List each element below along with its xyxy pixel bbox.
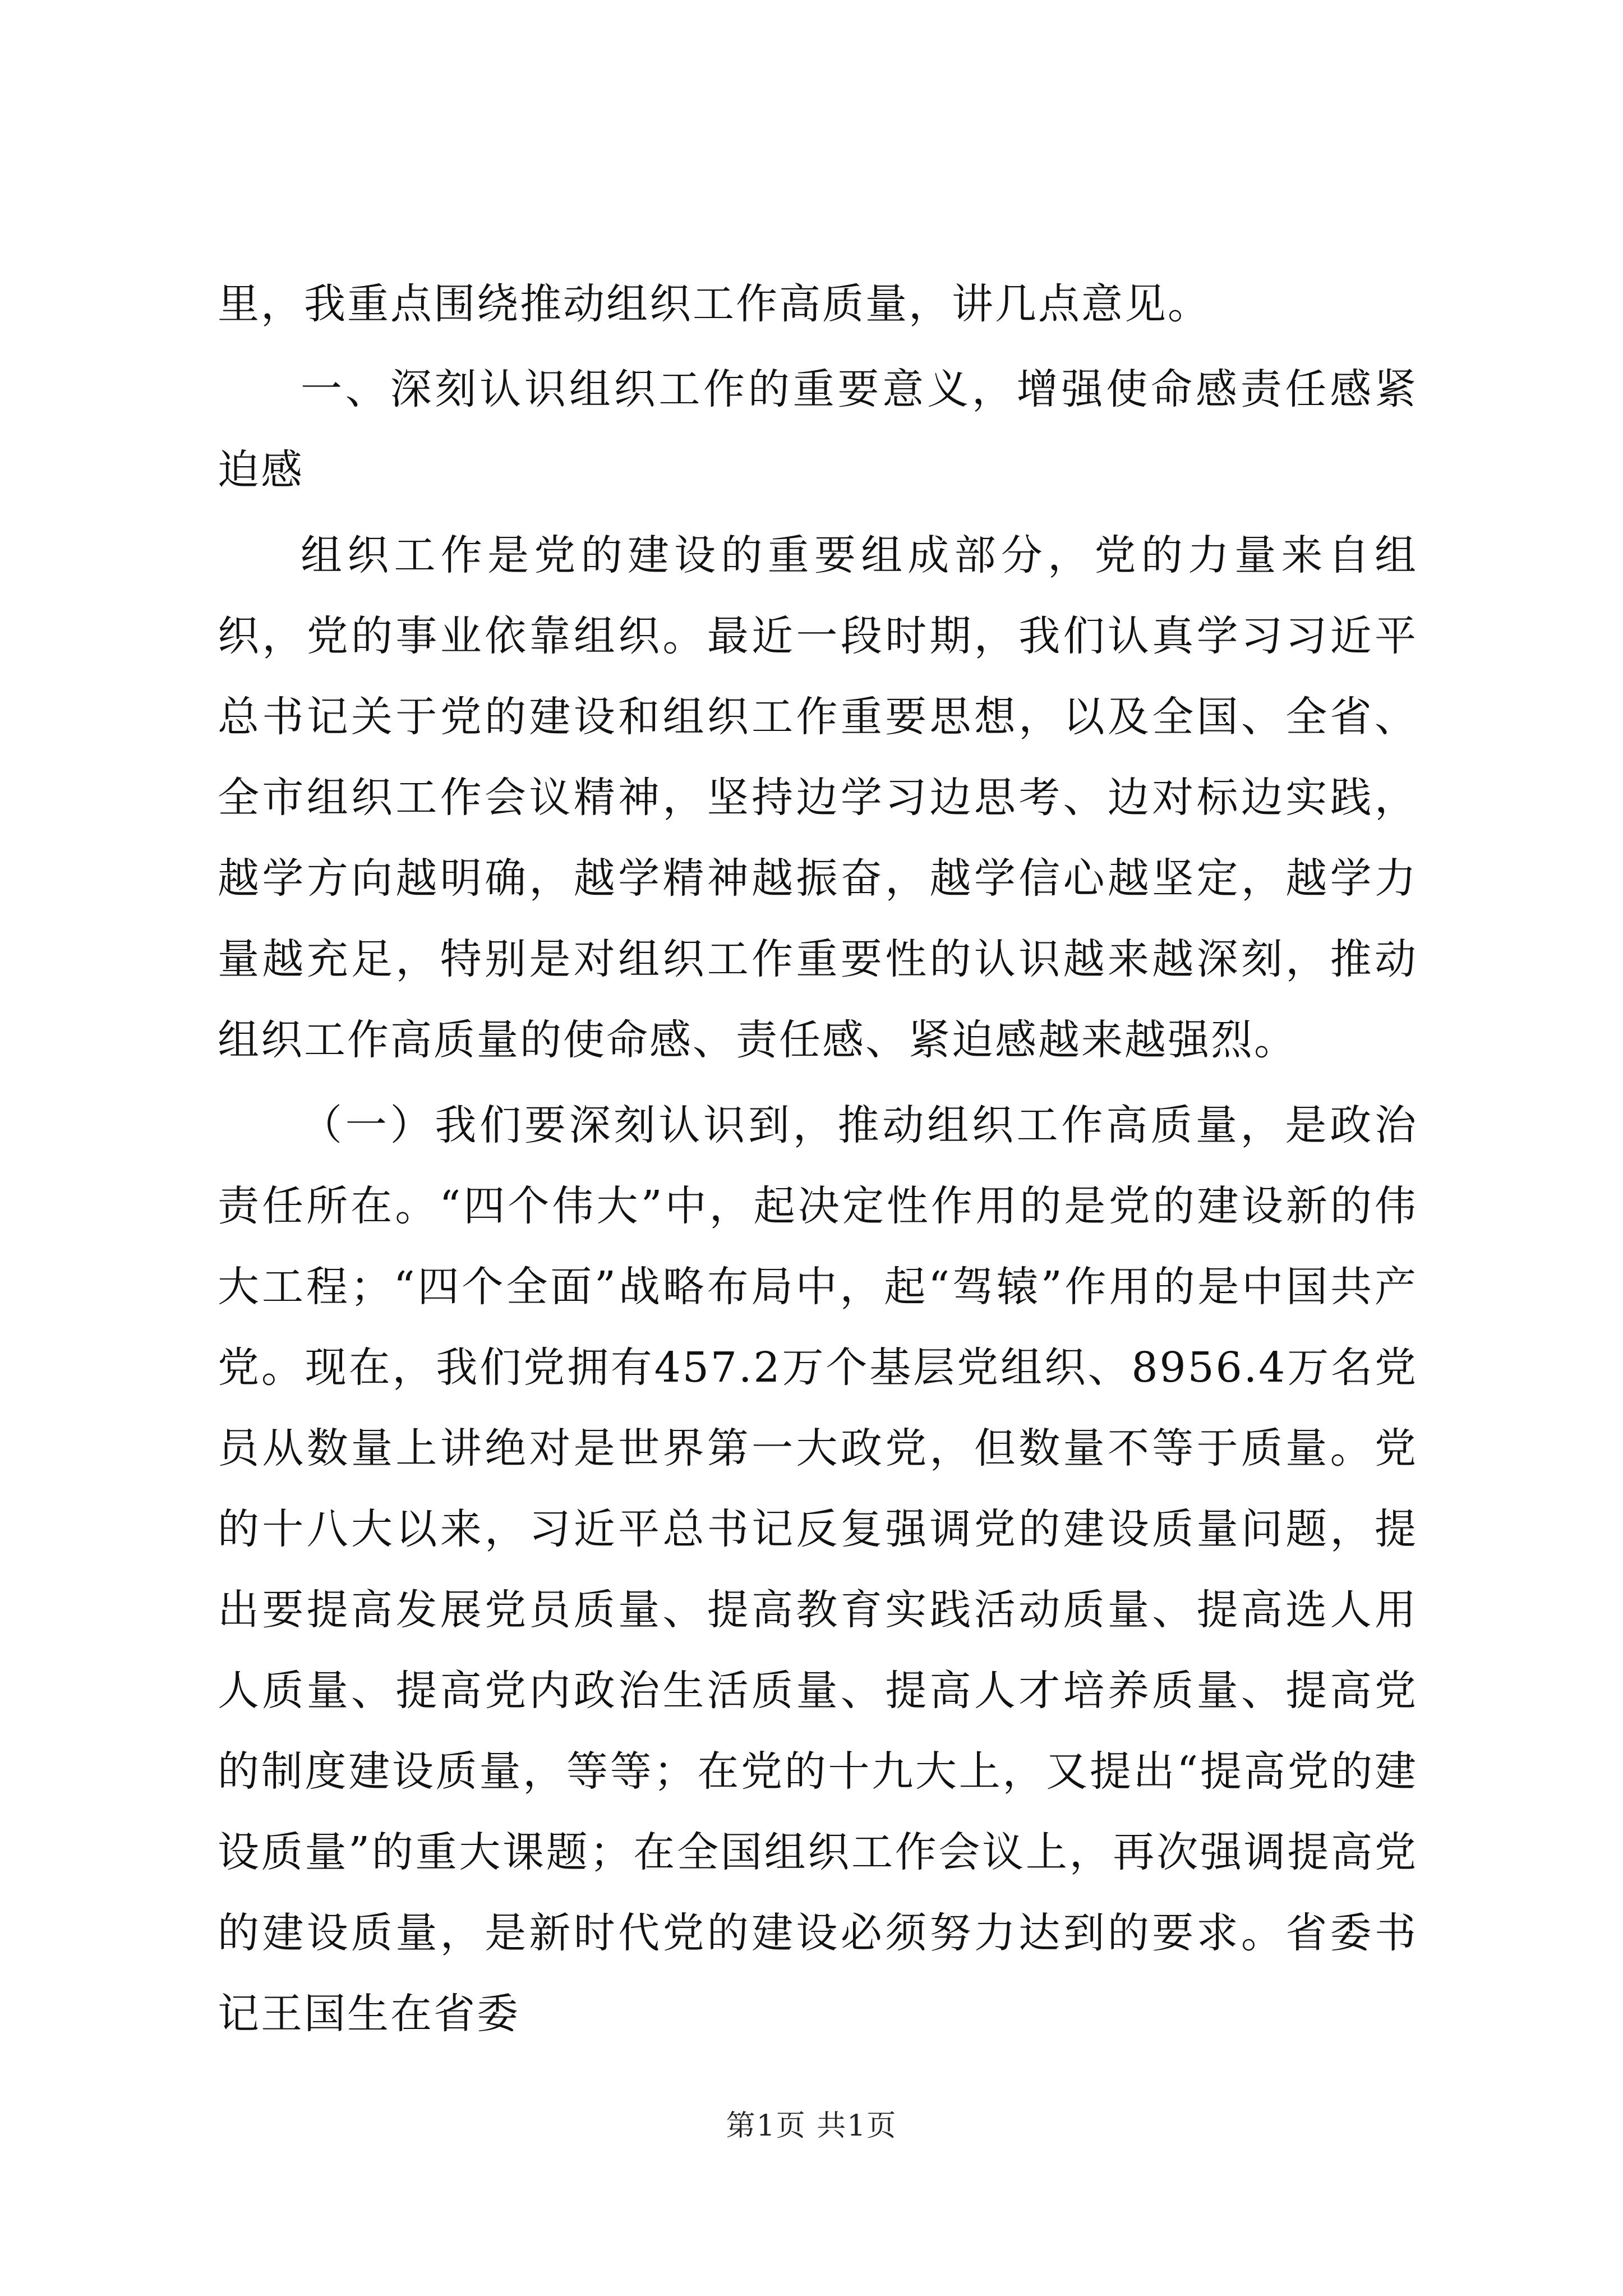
paragraph-body: 组织工作是党的建设的重要组成部分，党的力量来自组织，党的事业依靠组织。最近一段时期，我们认真学习习近平总书记关于党的建设和组织工作重要思想，以及全国、全省、全市组织工作会议精神，坚持边学习边思考、边对标边实践，越学方向越明确，越学精神越振奋，越学信心越坚定，越学力量越充足，特别是对组织工作重要性的认识越来越深刻，推动组织工作高质量的使命感、责任感、紧迫感越来越强烈。 xyxy=(218,531,1418,1064)
paragraph-subsection-one: （一）我们要深刻认识到，推动组织工作高质量，是政治责任所在。“四个伟大”中，起决定性作用的是党的建设新的伟大工程；“四个全面”战略布局中，起“驾辕”作用的是中国共产党。现在，我们党拥有457.2万个基层党组织、8956.4万名党员从数量上讲绝对是世界第一大政党，但数量不等于质量。党的十八大以来，习近平总书记反复强调党的建设质量问题，提出要提高发展党员质量、提高教育实践活动质量、提高选人用人质量、提高党内政治生活质量、提高人才培养质量、提高党的制度建设质量，等等；在党的十九大上，又提出“提高党的建设质量”的重大课题；在全国组织工作会议上，再次强调提高党的建设质量，是新时代党的建设必须努力达到的要求。省委书记王国生在省委 xyxy=(218,1101,1418,2038)
document-body xyxy=(218,264,1418,2054)
paragraph-continuation: 里，我重点围绕推动组织工作高质量，讲几点意见。 xyxy=(218,280,1211,328)
section-heading: 一、深刻认识组织工作的重要意义，增强使命感责任感紧迫感 xyxy=(218,365,1418,494)
page-footer: 第1页 共1页 xyxy=(726,2109,897,2143)
